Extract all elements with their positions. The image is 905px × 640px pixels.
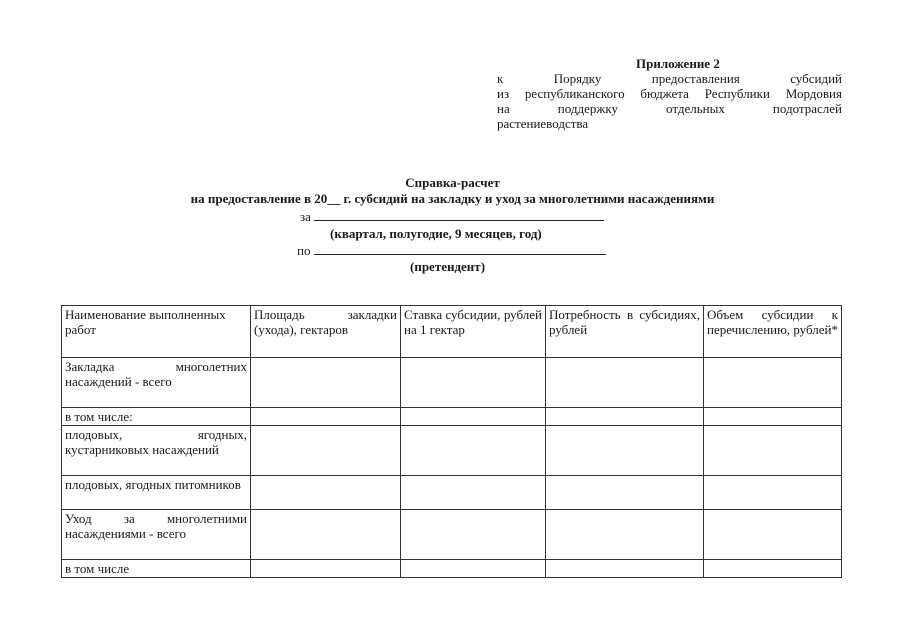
applicant-caption: (претендент) <box>410 259 486 274</box>
table-cell[interactable] <box>704 560 842 578</box>
table-cell[interactable] <box>704 358 842 408</box>
table-cell[interactable] <box>251 358 401 408</box>
row-label: Уход за многолетними насаждениями - всего <box>62 510 251 560</box>
table-cell[interactable] <box>546 358 704 408</box>
period-row <box>300 208 604 225</box>
document-title: Справка-расчет <box>405 175 500 190</box>
appendix-line: растениеводства <box>497 116 589 131</box>
table-row <box>62 510 842 560</box>
table-cell[interactable] <box>401 560 546 578</box>
table-row <box>62 408 842 426</box>
appendix-line: из республиканского бюджета Республики Мордовия <box>497 86 842 101</box>
table-cell[interactable] <box>401 510 546 560</box>
row-label: плодовых, ягодных, кустарниковых насаждений <box>62 426 251 476</box>
applicant-blank-line <box>314 242 606 255</box>
header-cell: Ставка субсидии, рублей на 1 гектар <box>401 306 546 358</box>
period-caption: (квартал, полугодие, 9 месяцев, год) <box>330 226 542 241</box>
table-cell[interactable] <box>704 408 842 426</box>
table-cell[interactable] <box>251 408 401 426</box>
row-label: в том числе: <box>62 408 251 426</box>
row-label: Закладка многолетних насаждений - всего <box>62 358 251 408</box>
table-cell[interactable] <box>401 408 546 426</box>
table-cell[interactable] <box>546 510 704 560</box>
table-row <box>62 358 842 408</box>
header-cell: Наименование выполненных работ <box>62 306 251 358</box>
table-header-row <box>62 306 842 358</box>
applicant-prefix: по <box>297 243 311 258</box>
applicant-row <box>297 242 606 259</box>
table-cell[interactable] <box>251 476 401 510</box>
row-label: в том числе <box>62 560 251 578</box>
table-cell[interactable] <box>704 476 842 510</box>
appendix-line: на поддержку отдельных подотраслей <box>497 101 842 116</box>
table-cell[interactable] <box>251 560 401 578</box>
period-prefix: за <box>300 209 311 224</box>
appendix-title: Приложение 2 <box>636 56 720 71</box>
table-cell[interactable] <box>546 426 704 476</box>
table-row <box>62 476 842 510</box>
header-cell: Площадь закладки (ухода), гектаров <box>251 306 401 358</box>
table-cell[interactable] <box>704 510 842 560</box>
table-cell[interactable] <box>704 426 842 476</box>
header-cell: Объем субсидии к перечислению, рублей* <box>704 306 842 358</box>
table-row <box>62 426 842 476</box>
header-cell: Потребность в субсидиях, рублей <box>546 306 704 358</box>
table-cell[interactable] <box>401 358 546 408</box>
table-cell[interactable] <box>401 476 546 510</box>
table-cell[interactable] <box>401 426 546 476</box>
table-cell[interactable] <box>546 476 704 510</box>
table-row <box>62 560 842 578</box>
table-cell[interactable] <box>251 426 401 476</box>
appendix-text <box>497 71 842 131</box>
table-cell[interactable] <box>546 408 704 426</box>
row-label: плодовых, ягодных питомников <box>62 476 251 510</box>
table-cell[interactable] <box>251 510 401 560</box>
period-blank-line <box>314 208 604 221</box>
document-subtitle: на предоставление в 20__ г. субсидий на закладку и уход за многолетними насаждениями <box>190 191 715 206</box>
appendix-line: к Порядку предоставления субсидий <box>497 71 842 86</box>
calculation-table <box>61 305 842 578</box>
table-cell[interactable] <box>546 560 704 578</box>
